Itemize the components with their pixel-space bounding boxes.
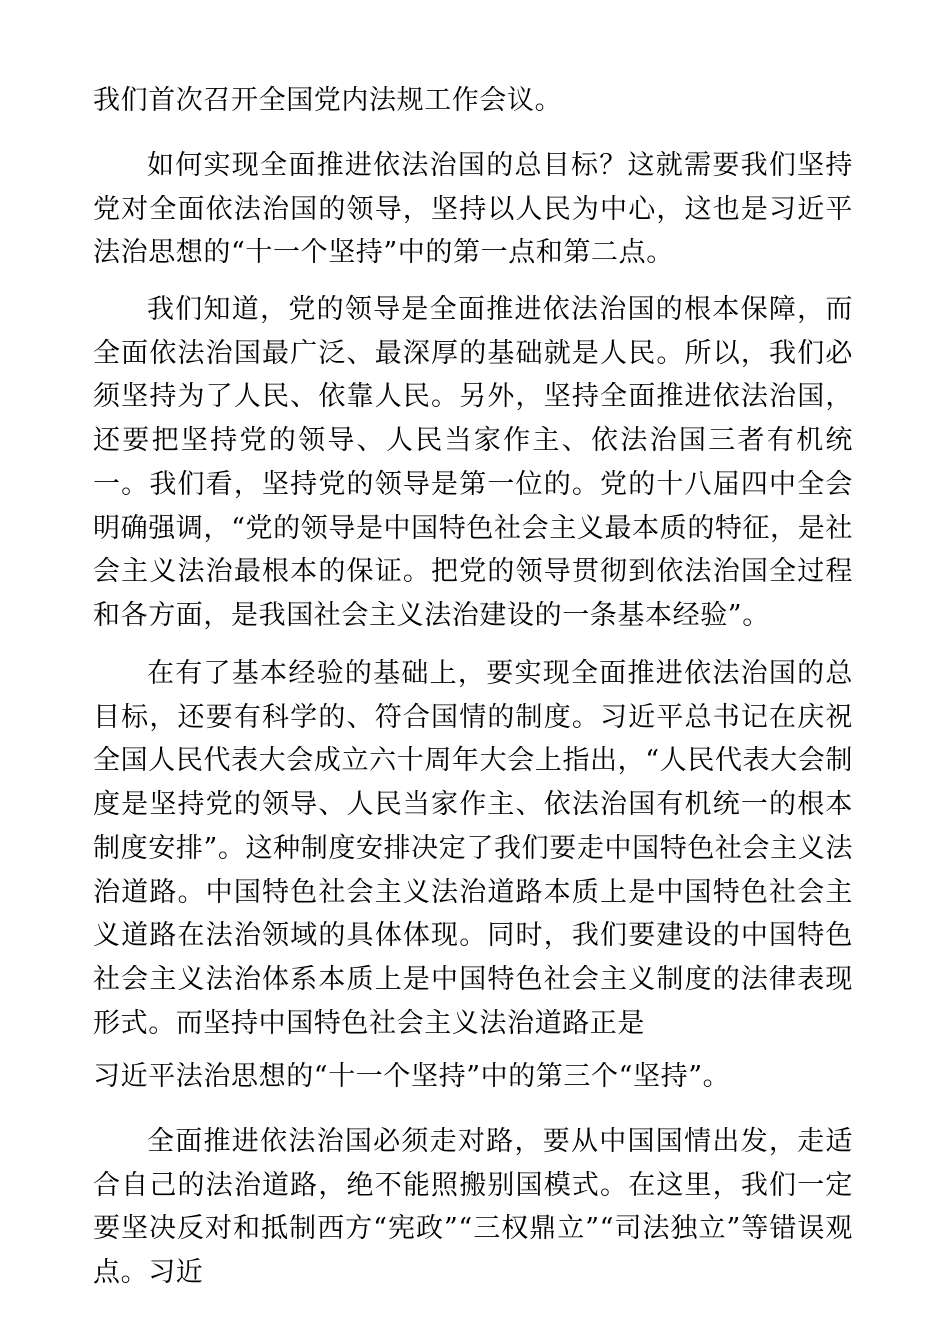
paragraph-5: 习近平法治思想的“十一个坚持”中的第三个“坚持”。 <box>93 1061 731 1092</box>
paragraph-6: 全面推进依法治国必须走对路，要从中国国情出发，走适合自己的法治道路，绝不能照搬别国模式。在这里，我们一定要坚决反对和抵制西方“宪政”“三权鼎立”“司法独立”等错误观点。习近 <box>93 1126 853 1289</box>
paragraph-1: 我们首次召开全国党内法规工作会议。 <box>93 85 563 116</box>
paragraph-4: 在有了基本经验的基础上，要实现全面推进依法治国的总目标，还要有科学的、符合国情的制度。习近平总书记在庆祝全国人民代表大会成立六十周年大会上指出，“人民代表大会制度是坚持党的领导、人民当家作主、依法治国有机统一的根本制度安排”。这种制度安排决定了我们要走中国特色社会主义法治道路。中国特色社会主义法治道路本质上是中国特色社会主义道路在法治领域的具体体现。同时，我们要建设的中国特色社会主义法治体系本质上是中国特色社会主义制度的法律表现形式。而坚持中国特色社会主义法治道路正是 <box>93 658 853 1039</box>
paragraph-3: 我们知道，党的领导是全面推进依法治国的根本保障，而全面依法治国最广泛、最深厚的基础就是人民。所以，我们必须坚持为了人民、依靠人民。另外，坚持全面推进依法治国，还要把坚持党的领导、人民当家作主、依法治国三者有机统一。我们看，坚持党的领导是第一位的。党的十八届四中全会明确强调，“党的领导是中国特色社会主义最本质的特征，是社会主义法治最根本的保证。把党的领导贯彻到依法治国全过程和各方面，是我国社会主义法治建设的一条基本经验”。 <box>93 294 853 631</box>
paragraph-2: 如何实现全面推进依法治国的总目标？这就需要我们坚持党对全面依法治国的领导，坚持以人民为中心，这也是习近平法治思想的“十一个坚持”中的第一点和第二点。 <box>93 150 853 269</box>
